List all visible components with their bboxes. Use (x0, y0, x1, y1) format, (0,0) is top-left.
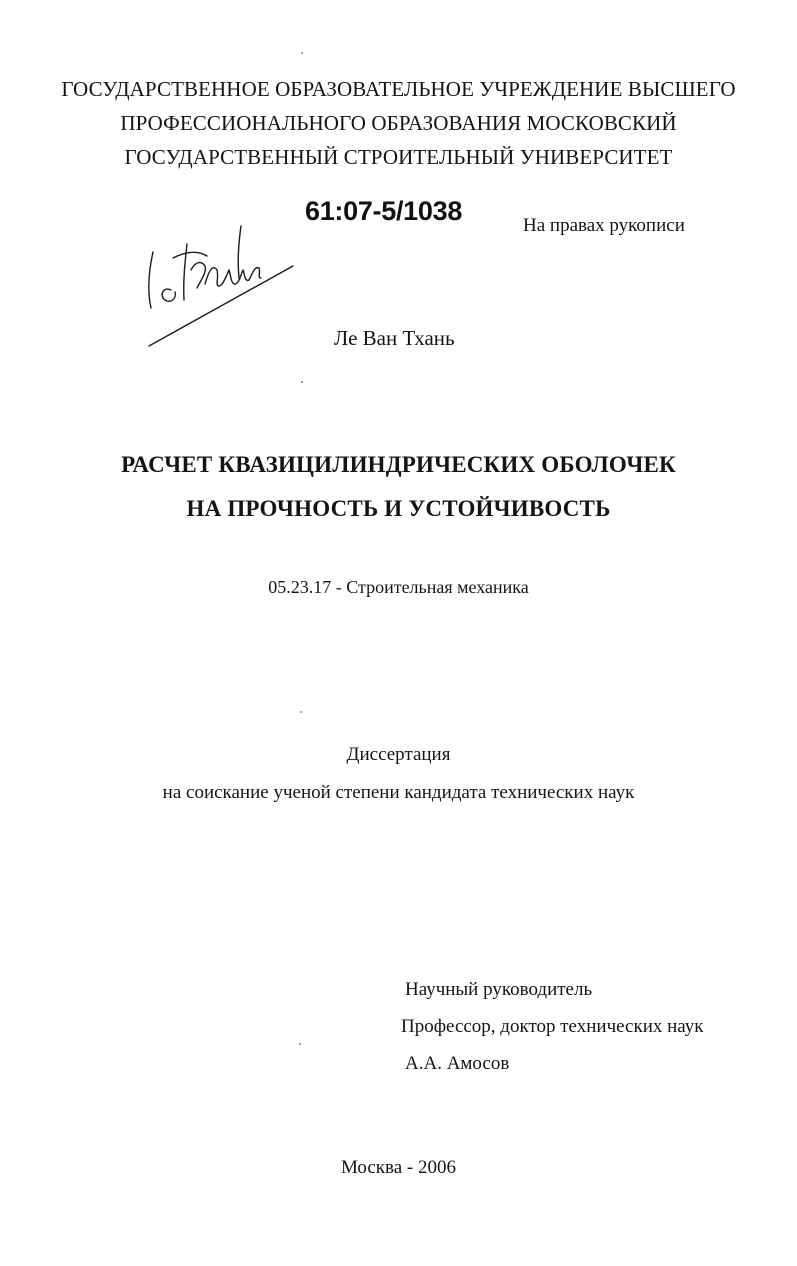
rights-note: На правах рукописи (523, 215, 685, 236)
supervisor-degree: Профессор, доктор технических наук (401, 1016, 704, 1037)
supervisor-name: А.А. Амосов (405, 1053, 510, 1074)
document-type-line-1: Диссертация (346, 744, 451, 765)
title-line-1: РАСЧЕТ КВАЗИЦИЛИНДРИЧЕСКИХ ОБОЛОЧЕК (121, 452, 676, 477)
scan-speck (301, 52, 303, 54)
institution-line-3: ГОСУДАРСТВЕННЫЙ СТРОИТЕЛЬНЫЙ УНИВЕРСИТЕТ (124, 145, 673, 169)
archive-code: 61:07-5/1038 (305, 196, 463, 226)
handwritten-signature-icon (135, 200, 305, 350)
author-name: Ле Ван Тхань (334, 326, 455, 350)
city-year: Москва - 2006 (340, 1157, 457, 1178)
supervisor-label: Научный руководитель (405, 979, 593, 1000)
supervisor-block (401, 971, 704, 1082)
institution-line-1: ГОСУДАРСТВЕННОЕ ОБРАЗОВАТЕЛЬНОЕ УЧРЕЖДЕНИЕ ВЫСШЕГО (61, 77, 736, 101)
scan-speck (299, 1043, 301, 1045)
institution-name (0, 72, 797, 174)
specialty-code: 05.23.17 - Строительная механика (268, 577, 529, 597)
scan-speck (301, 381, 303, 383)
institution-line-2: ПРОФЕССИОНАЛЬНОГО ОБРАЗОВАНИЯ МОСКОВСКИЙ (120, 111, 677, 135)
scan-speck (300, 711, 302, 713)
dissertation-title (0, 443, 797, 531)
document-type (0, 736, 797, 812)
document-type-line-2: на соискание ученой степени кандидата технических наук (162, 782, 635, 803)
title-line-2: НА ПРОЧНОСТЬ И УСТОЙЧИВОСТЬ (186, 496, 611, 521)
